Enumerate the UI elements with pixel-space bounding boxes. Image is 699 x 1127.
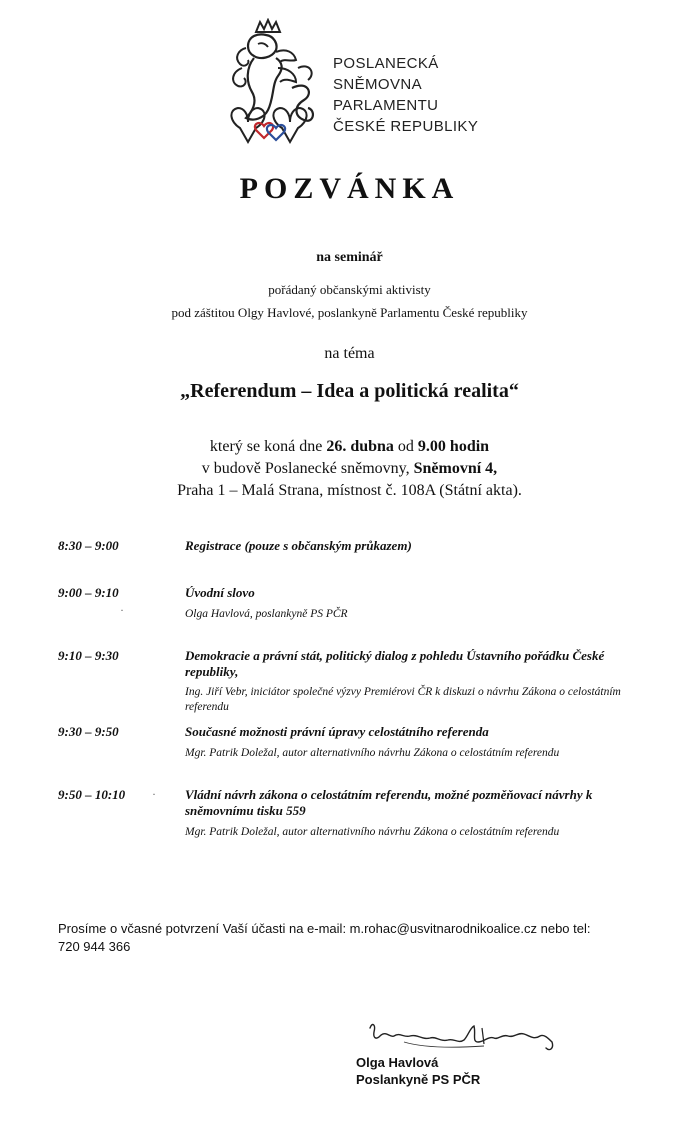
program-title: Úvodní slovo [185,585,255,600]
event-text: který se koná dne [209,438,327,455]
organized-by: pořádaný občanskými aktivisty [268,282,431,297]
signatory-role: Poslankyně PS PČR [356,1072,481,1087]
program-time: 9:10 – 9:30 [58,648,119,663]
org-line: SNĚMOVNA [333,76,423,93]
parliament-emblem-icon [216,18,326,150]
program-time: 9:30 – 9:50 [58,724,119,739]
program-title: Demokracie a právní stát, politický dialog z pohledu Ústavního pořádku České republiky, [185,648,605,679]
org-line: ČESKÉ REPUBLIKY [333,118,479,135]
scan-speck: · [120,603,124,617]
program-time: 9:50 – 10:10 [58,787,126,802]
signatory [356,1054,480,1088]
document-title: POZVÁNKA [239,172,460,205]
program-title: Registrace (pouze s občanským průkazem) [185,538,412,553]
event-text: od [393,438,418,455]
contact-phone: 720 944 366 [58,939,131,954]
contact-line: Prosíme o včasné potvrzení Vaší účasti na e-mail: m.rohac@usvitnarodnikoalice.cz nebo tel: [58,921,591,936]
program-speaker: Ing. Jiří Vebr, iniciátor společné výzvy Premiérovi ČR k diskuzi o návrhu Zákona o celostátním referendu [185,686,621,713]
org-line: POSLANECKÁ [333,55,439,72]
program-title: Vládní návrh zákona o celostátním referendu, možné pozměňovací návrhy k sněmovnímu tisku 559 [185,787,593,818]
program-speaker: Mgr. Patrik Doležal, autor alternativního návrhu Zákona o celostátním referendu [185,747,560,759]
event-line-1 [0,436,699,458]
event-text: v budově Poslanecké sněmovny, [201,460,414,477]
seminar-label: na seminář [316,250,383,265]
signatory-name: Olga Havlová [356,1055,439,1070]
program-time: 9:00 – 9:10 [58,585,119,600]
organization-name [333,53,478,137]
seminar-topic: „Referendum – Idea a politická realita“ [180,380,519,402]
program-speaker: Olga Havlová, poslankyně PS PČR [185,608,348,620]
event-line-3: Praha 1 – Malá Strana, místnost č. 108A (Státní akta). [177,482,522,499]
program-title: Současné možnosti právní úpravy celostátního referenda [185,724,489,739]
patronage-line: pod záštitou Olgy Havlové, poslankyně Parlamentu České republiky [171,305,528,320]
scan-speck: · [152,787,156,801]
event-street: Sněmovní 4, [413,460,498,477]
event-date: 26. dubna [326,438,394,455]
org-line: PARLAMENTU [333,97,439,114]
program-speaker: Mgr. Patrik Doležal, autor alternativního návrhu Zákona o celostátním referendu [185,826,560,838]
program-time: 8:30 – 9:00 [58,538,119,553]
event-line-2 [0,458,699,480]
event-details [0,436,699,502]
theme-label: na téma [324,345,375,362]
event-time: 9.00 hodin [417,438,490,455]
contact-note [58,920,658,956]
